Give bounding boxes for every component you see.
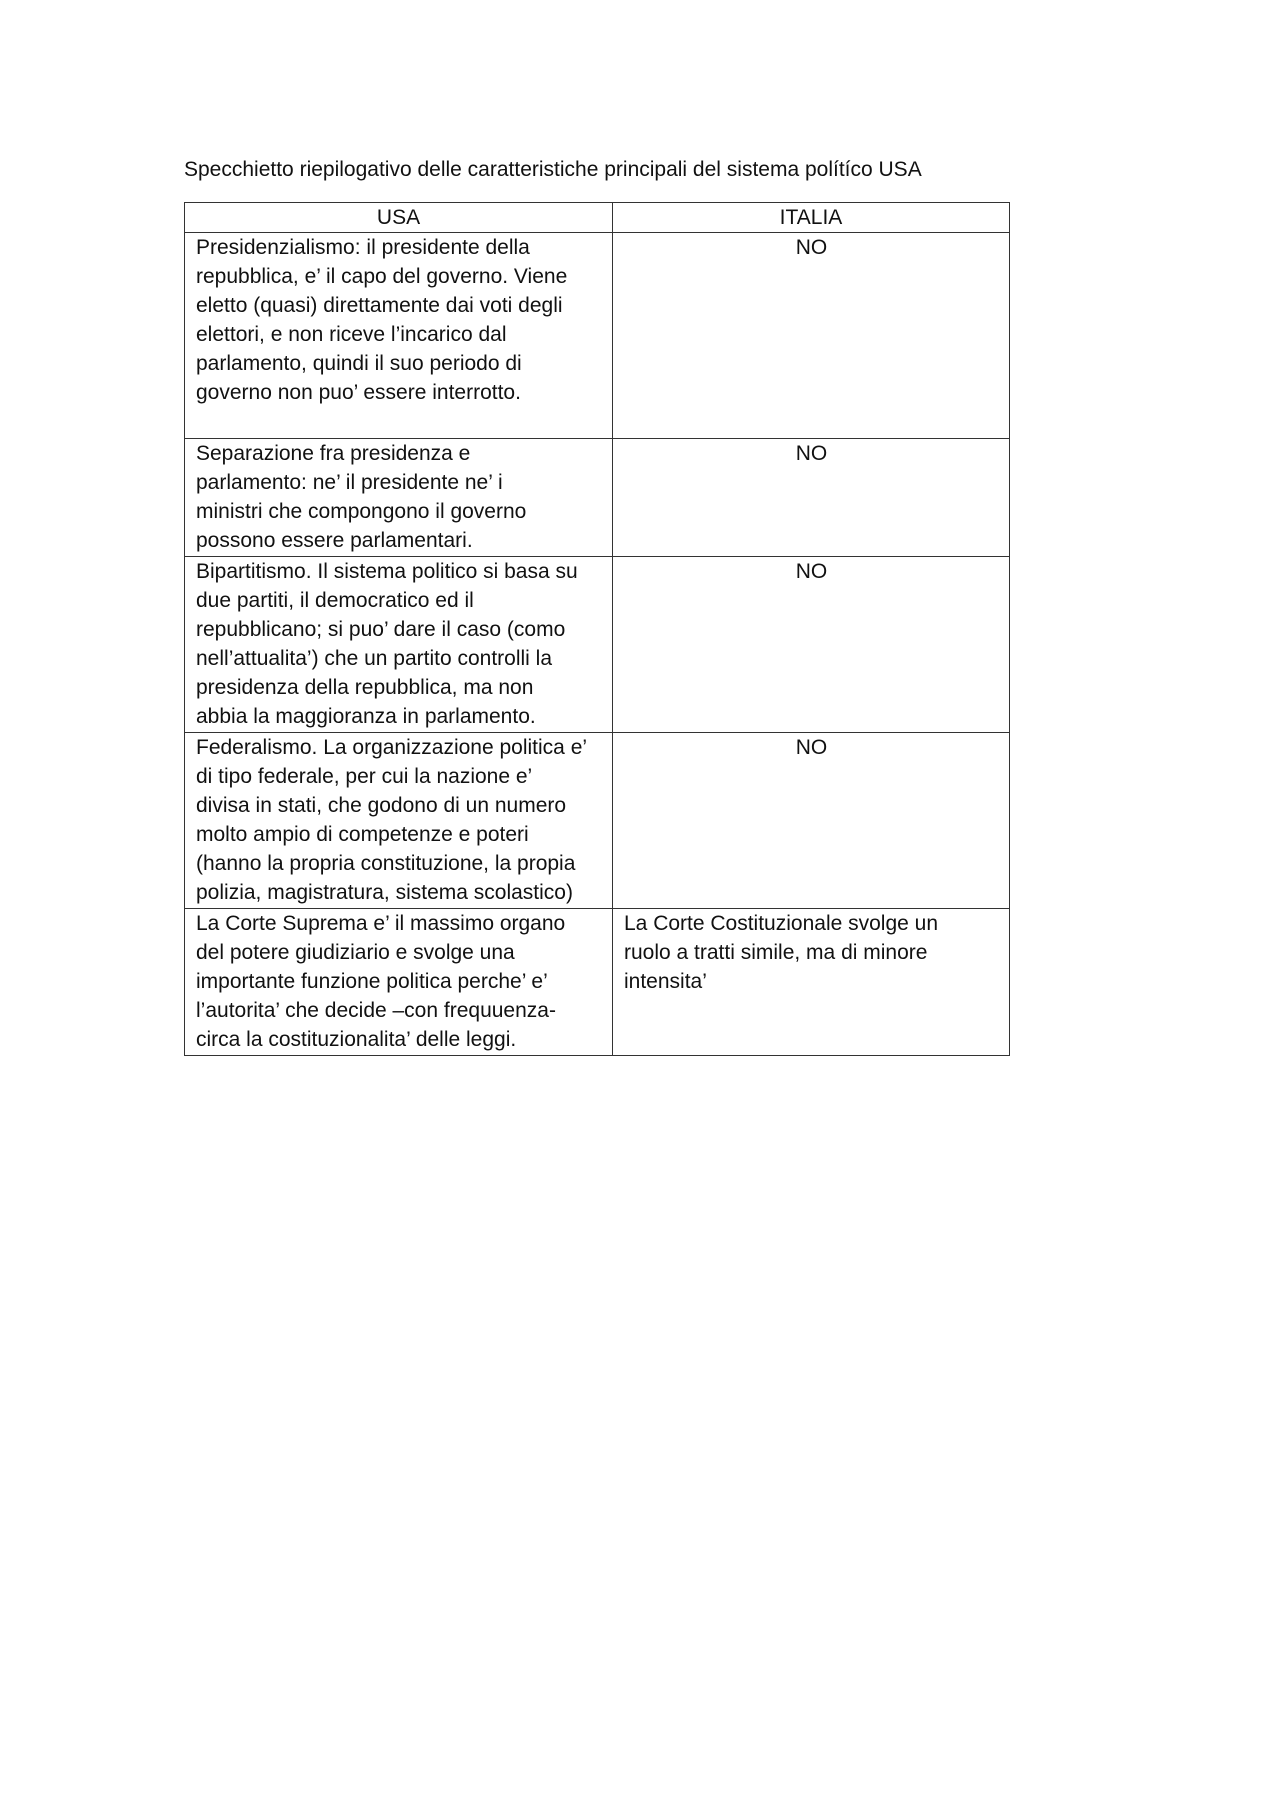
cell-usa-presidenzialismo (185, 233, 613, 439)
cell-line: NO (795, 236, 828, 259)
cell-line: di tipo federale, per cui la nazione e’ (196, 765, 533, 788)
cell-line: divisa in stati, che godono di un numero (196, 794, 567, 817)
comparison-table (184, 202, 1010, 1056)
cell-line: nell’attualita’) che un partito controlli la (196, 647, 553, 670)
cell-line: ruolo a tratti simile, ma di minore (624, 941, 928, 964)
cell-line: due partiti, il democratico ed il (196, 589, 474, 612)
cell-line: intensita’ (624, 970, 707, 993)
cell-line: repubblica, e’ il capo del governo. Viene (196, 265, 568, 288)
cell-italia-corte-costituzionale (613, 909, 1010, 1056)
cell-line: l’autorita’ che decide –con frequuenza- (196, 999, 556, 1022)
cell-line: La Corte Costituzionale svolge un (624, 912, 939, 935)
cell-line: possono essere parlamentari. (196, 529, 473, 552)
cell-line: repubblicano; si puo’ dare il caso (como (196, 618, 566, 641)
cell-line: Presidenzialismo: il presidente della (196, 236, 530, 259)
cell-line: NO (795, 442, 828, 465)
table-row (185, 909, 1010, 1056)
table-row (185, 233, 1010, 439)
cell-italia-bipartitismo (613, 557, 1010, 733)
cell-line: polizia, magistratura, sistema scolastico) (196, 881, 573, 904)
cell-italia-separazione (613, 439, 1010, 557)
cell-line: governo non puo’ essere interrotto. (196, 381, 521, 404)
cell-italia-presidenzialismo (613, 233, 1010, 439)
document-title: Specchietto riepilogativo delle caratteristiche principali del sistema polítíco USA (184, 158, 922, 181)
cell-line: NO (795, 560, 828, 583)
cell-line: parlamento, quindi il suo periodo di (196, 352, 522, 375)
cell-line: NO (795, 736, 828, 759)
cell-line: Bipartitismo. Il sistema politico si basa su (196, 560, 578, 583)
cell-line: (hanno la propria constituzione, la propia (196, 852, 576, 875)
cell-line: parlamento: ne’ il presidente ne’ i (196, 471, 503, 494)
cell-line: elettori, e non riceve l’incarico dal (196, 323, 507, 346)
cell-line: circa la costituzionalita’ delle leggi. (196, 1028, 517, 1051)
cell-line: abbia la maggioranza in parlamento. (196, 705, 536, 728)
cell-usa-separazione (185, 439, 613, 557)
table-header-row (185, 203, 1010, 233)
cell-line: Separazione fra presidenza e (196, 442, 471, 465)
cell-usa-bipartitismo (185, 557, 613, 733)
cell-italia-federalismo (613, 733, 1010, 909)
cell-line: La Corte Suprema e’ il massimo organo (196, 912, 566, 935)
cell-line: presidenza della repubblica, ma non (196, 676, 534, 699)
table-row (185, 557, 1010, 733)
cell-line: del potere giudiziario e svolge una (196, 941, 515, 964)
cell-line: Federalismo. La organizzazione politica e’ (196, 736, 588, 759)
table-row (185, 439, 1010, 557)
cell-line: ministri che compongono il governo (196, 500, 527, 523)
cell-line: importante funzione politica perche’ e’ (196, 970, 548, 993)
header-italia: ITALIA (613, 203, 1010, 233)
table-row (185, 733, 1010, 909)
cell-line: molto ampio di competenze e poteri (196, 823, 529, 846)
cell-usa-federalismo (185, 733, 613, 909)
cell-usa-corte-suprema (185, 909, 613, 1056)
cell-line: eletto (quasi) direttamente dai voti degli (196, 294, 563, 317)
header-usa: USA (185, 203, 613, 233)
